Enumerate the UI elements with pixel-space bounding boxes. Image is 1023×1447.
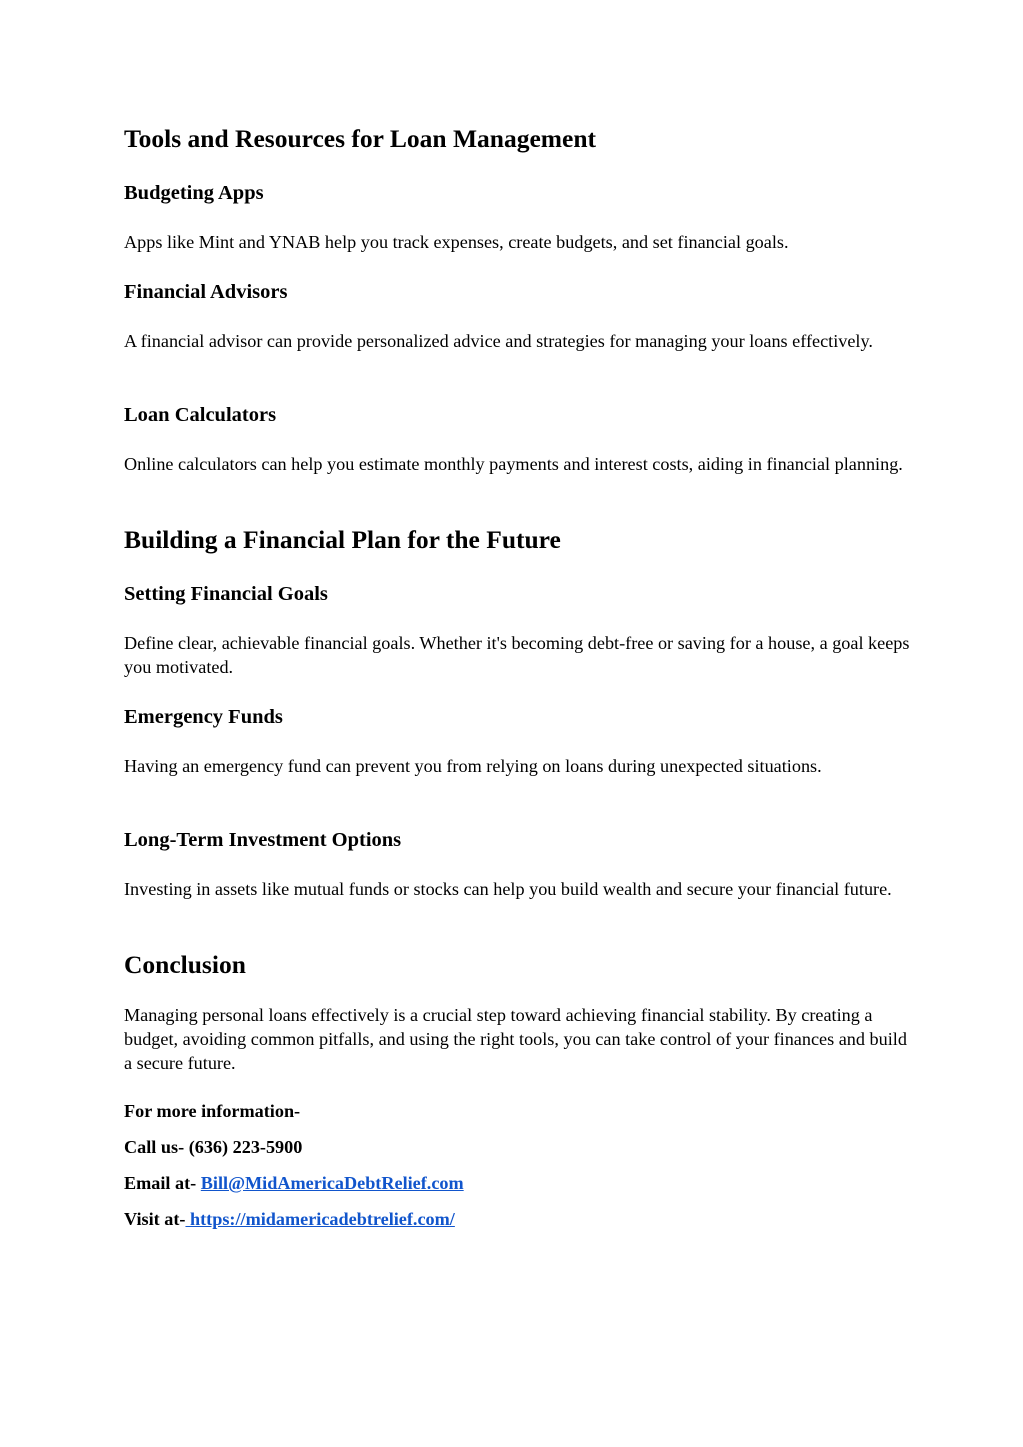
phone-number: (636) 223-5900	[188, 1137, 303, 1157]
website-line	[124, 1207, 914, 1231]
subheading-loan-calculators: Loan Calculators	[124, 404, 277, 426]
email-line	[124, 1171, 914, 1195]
phone-line	[124, 1135, 914, 1159]
paragraph-long-term-investment: Investing in assets like mutual funds or stocks can help you build wealth and secure your financial future.	[124, 879, 892, 899]
more-info-label: For more information-	[124, 1101, 301, 1121]
paragraph-emergency-funds: Having an emergency fund can prevent you from relying on loans during unexpected situations.	[124, 756, 822, 776]
section-heading-tools: Tools and Resources for Loan Management	[124, 124, 597, 153]
subheading-setting-goals: Setting Financial Goals	[124, 583, 328, 605]
subheading-financial-advisors: Financial Advisors	[124, 281, 288, 303]
paragraph-conclusion: Managing personal loans effectively is a crucial step toward achieving financial stability. By creating a budget, avoiding common pitfalls, and using the right tools, you can take control of your finances and build a secure future.	[124, 1005, 907, 1073]
subheading-long-term-investment: Long-Term Investment Options	[124, 829, 402, 851]
paragraph-financial-advisors: A financial advisor can provide personalized advice and strategies for managing your loans effectively.	[124, 331, 873, 351]
website-label: Visit at-	[124, 1209, 186, 1229]
paragraph-setting-goals: Define clear, achievable financial goals. Whether it's becoming debt-free or saving for a house, a goal keeps you motivated.	[124, 633, 910, 677]
paragraph-loan-calculators: Online calculators can help you estimate monthly payments and interest costs, aiding in financial planning.	[124, 454, 903, 474]
email-label: Email at-	[124, 1173, 201, 1193]
paragraph-budgeting-apps: Apps like Mint and YNAB help you track expenses, create budgets, and set financial goals.	[124, 232, 789, 252]
email-link[interactable]: Bill@MidAmericaDebtRelief.com	[200, 1173, 464, 1193]
section-heading-financial-plan: Building a Financial Plan for the Future	[124, 525, 561, 554]
phone-label: Call us-	[124, 1137, 189, 1157]
website-link[interactable]: https://midamericadebtrelief.com/	[185, 1209, 455, 1229]
subheading-budgeting-apps: Budgeting Apps	[124, 182, 264, 204]
section-heading-conclusion: Conclusion	[124, 950, 246, 979]
subheading-emergency-funds: Emergency Funds	[124, 706, 283, 728]
